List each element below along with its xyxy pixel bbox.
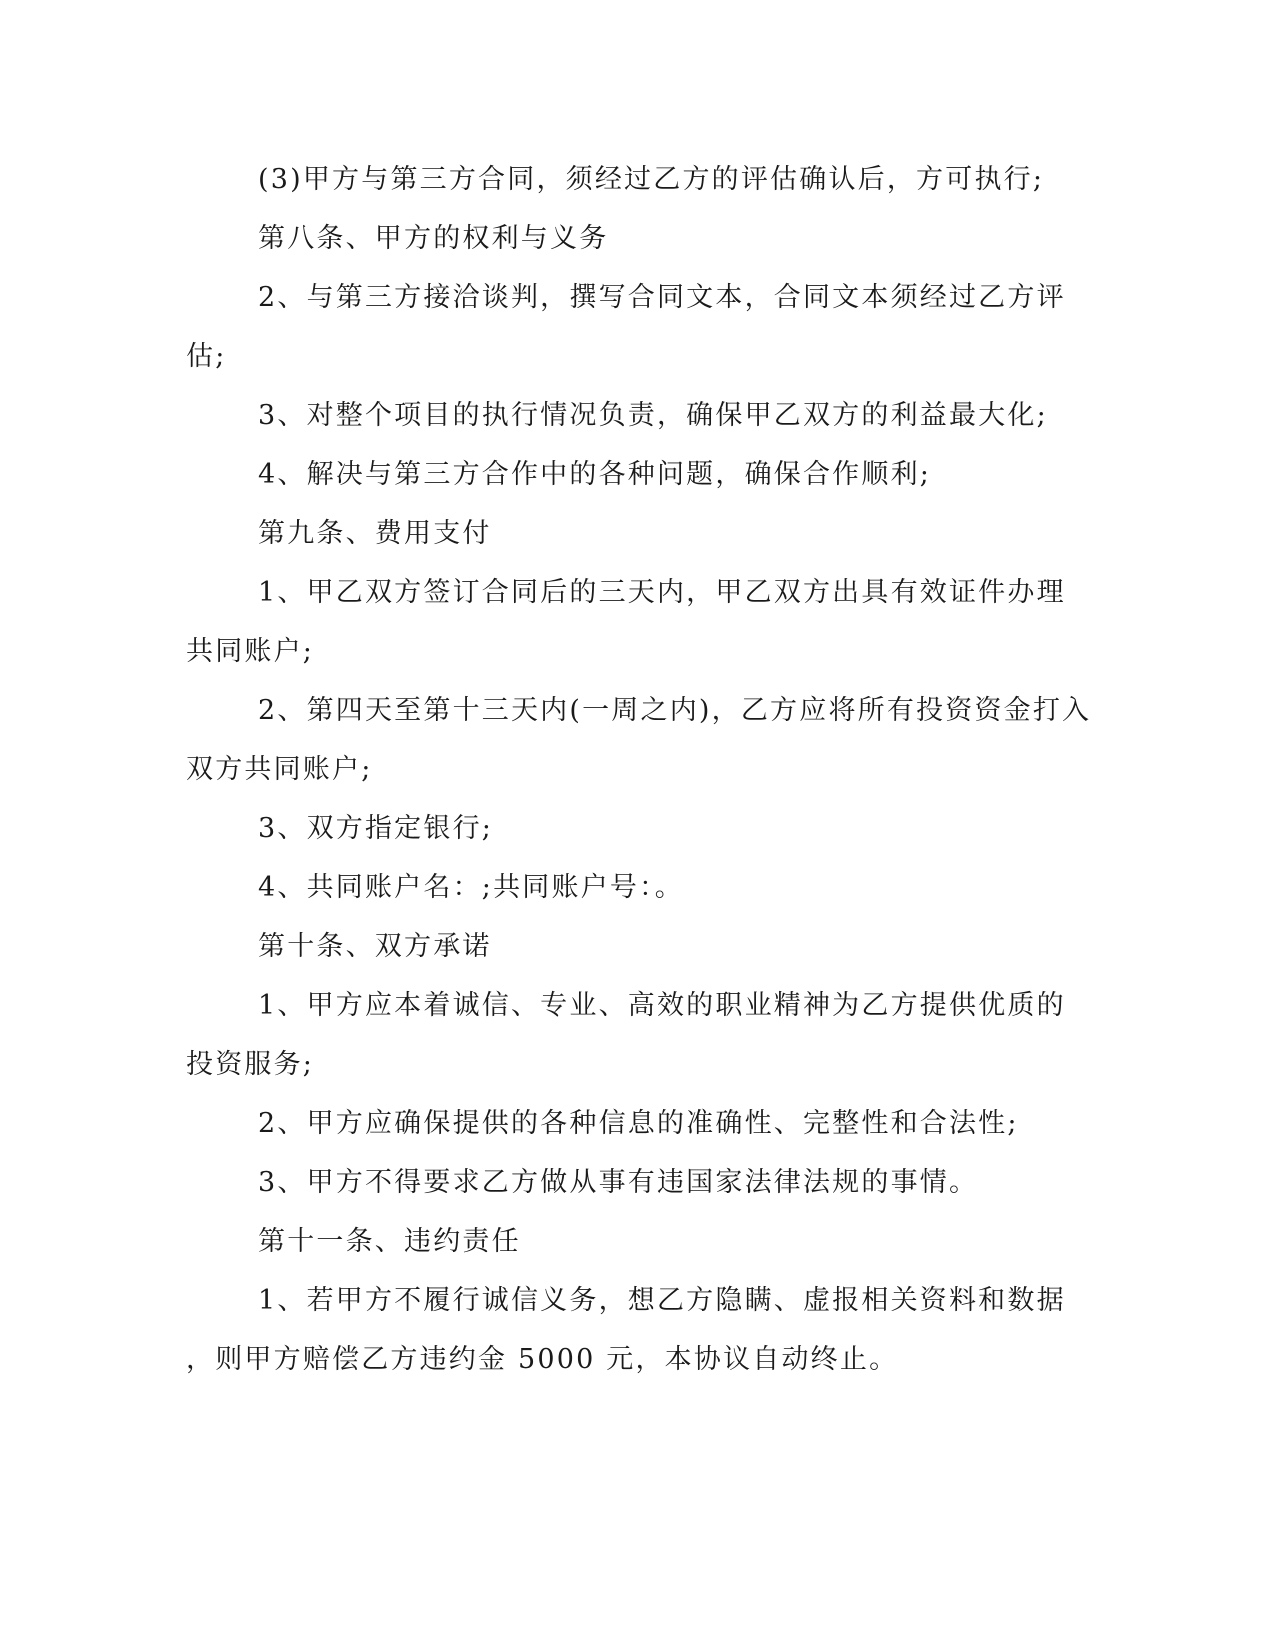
section-heading: 第十条、双方承诺 [258, 931, 492, 962]
paragraph-line: 3、对整个项目的执行情况负责，确保甲乙双方的利益最大化; [258, 400, 1048, 431]
section-heading: 第九条、费用支付 [258, 518, 492, 549]
paragraph-line: ，则甲方赔偿乙方违约金 5000 元，本协议自动终止。 [186, 1344, 899, 1375]
paragraph-line: 双方共同账户; [186, 754, 373, 785]
paragraph-line: 4、解决与第三方合作中的各种问题，确保合作顺利; [258, 459, 932, 490]
paragraph-line: 估; [186, 341, 227, 372]
paragraph-line: 1、甲方应本着诚信、专业、高效的职业精神为乙方提供优质的 [258, 990, 1066, 1021]
paragraph-line: 1、甲乙双方签订合同后的三天内，甲乙双方出具有效证件办理 [258, 577, 1066, 608]
section-heading: 第八条、甲方的权利与义务 [258, 223, 609, 254]
paragraph-line: 2、与第三方接洽谈判，撰写合同文本，合同文本须经过乙方评 [258, 282, 1066, 313]
paragraph-line: 3、甲方不得要求乙方做从事有违国家法律法规的事情。 [258, 1167, 979, 1198]
paragraph-line: 3、双方指定银行; [258, 813, 494, 844]
paragraph-line: 1、若甲方不履行诚信义务，想乙方隐瞒、虚报相关资料和数据 [258, 1285, 1066, 1316]
paragraph-line: (3)甲方与第三方合同，须经过乙方的评估确认后，方可执行; [258, 164, 1045, 195]
paragraph-line: 2、第四天至第十三天内(一周之内)，乙方应将所有投资资金打入 [258, 695, 1092, 726]
paragraph-line: 投资服务; [186, 1049, 315, 1080]
paragraph-line: 2、甲方应确保提供的各种信息的准确性、完整性和合法性; [258, 1108, 1019, 1139]
section-heading: 第十一条、违约责任 [258, 1226, 521, 1257]
paragraph-line: 共同账户; [186, 636, 315, 667]
paragraph-line: 4、共同账户名：;共同账户号：。 [258, 872, 684, 903]
